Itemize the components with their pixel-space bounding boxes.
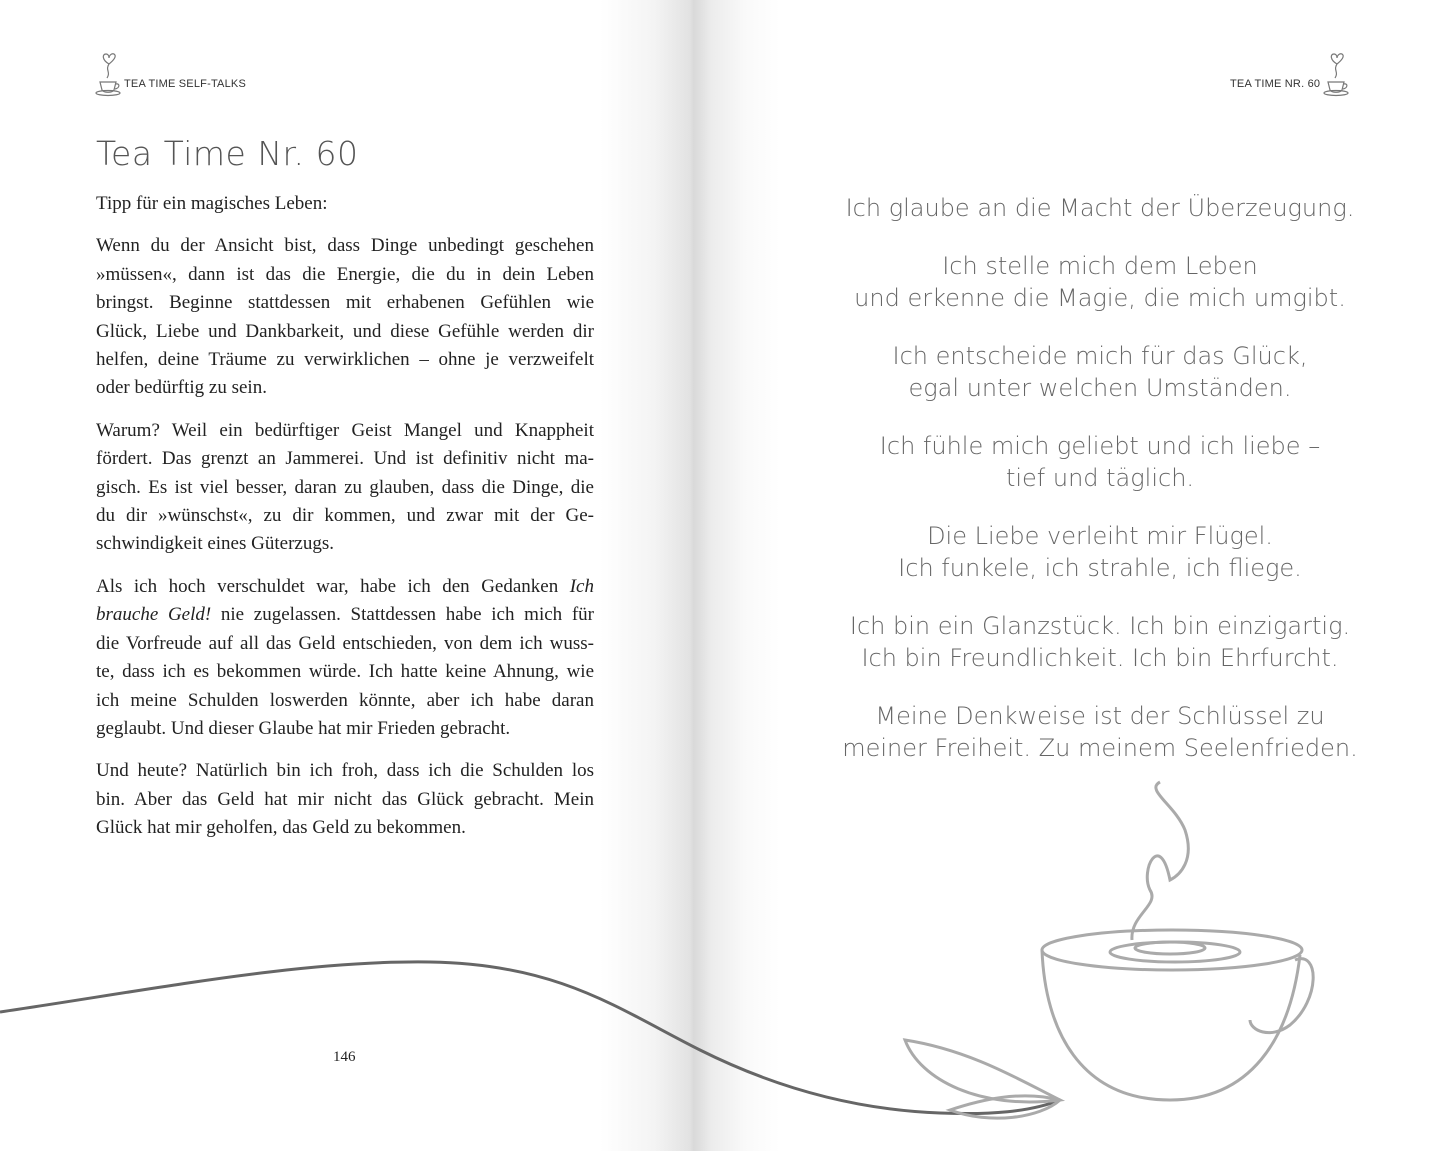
affirmation-stanza <box>820 700 1380 764</box>
text-segment: nie zugelassen. Stattdessen habe ich mich für <box>211 604 594 626</box>
text-line: »müssen«, dann ist das die Energie, die du in dein Leben <box>96 263 594 285</box>
text-line: Warum? Weil ein bedürftiger Geist Mangel und Knappheit <box>96 419 594 441</box>
teacup-logo-icon <box>94 50 124 98</box>
affirmation-line: Ich entscheide mich für das Glück, <box>892 342 1308 370</box>
paragraph <box>96 417 594 559</box>
affirmation-stanza <box>820 430 1380 494</box>
text-line: bin. Aber das Geld hat mir nicht das Glück gebracht. Mein <box>96 788 594 810</box>
text-line: Glück, Liebe und Dankbarkeit, und diese Gefühle werden dir <box>96 320 594 342</box>
text-line: schwindigkeit eines Güterzugs. <box>96 533 334 555</box>
affirmation-line: Ich fühle mich geliebt und ich liebe – <box>879 432 1321 460</box>
affirmation-line: egal unter welchen Umständen. <box>908 374 1292 402</box>
affirmation-stanza <box>820 610 1380 674</box>
affirmations <box>820 192 1380 790</box>
affirmation-stanza <box>820 340 1380 404</box>
teacup-logo-icon <box>1322 50 1352 98</box>
affirmation-line: tief und täglich. <box>1005 464 1195 492</box>
text-line: ich meine Schulden loswerden könnte, aber ich habe daran <box>96 689 594 711</box>
affirmation-stanza <box>820 250 1380 314</box>
text-line <box>96 601 594 629</box>
page-number: 146 <box>333 1049 356 1065</box>
text-line <box>96 573 594 601</box>
paragraph <box>96 573 594 743</box>
affirmation-stanza <box>820 192 1380 224</box>
italic-phrase: Ich <box>569 575 594 597</box>
chapter-title: Tea Time Nr. 60 <box>96 134 359 173</box>
body-text <box>96 190 594 857</box>
affirmation-line: Ich glaube an die Macht der Überzeugung. <box>845 194 1355 222</box>
text-segment: Als ich hoch verschuldet war, habe ich den Gedanken <box>96 575 570 597</box>
paragraph <box>96 757 594 842</box>
affirmation-line: und erkenne die Magie, die mich umgibt. <box>854 284 1346 312</box>
italic-phrase: brauche Geld! <box>96 604 212 626</box>
affirmation-line: Ich funkele, ich strahle, ich fliege. <box>898 554 1302 582</box>
affirmation-line: Ich bin ein Glanzstück. Ich bin einzigartig. <box>849 612 1351 640</box>
wave-line <box>0 962 1060 1114</box>
text-line: geglaubt. Und dieser Glaube hat mir Frieden gebracht. <box>96 717 511 739</box>
text-line: bringst. Beginne stattdessen mit erhabenen Gefühlen wie <box>96 292 594 314</box>
text-line: Wenn du der Ansicht bist, dass Dinge unbedingt geschehen <box>96 235 594 257</box>
paragraph <box>96 190 594 218</box>
text-line: du dir »wünschst«, zu dir kommen, und zwar mit der Ge- <box>96 505 594 527</box>
text-line: gisch. Es ist viel besser, daran zu glauben, dass die Dinge, die <box>96 476 594 498</box>
affirmation-line: meiner Freiheit. Zu meinem Seelenfrieden. <box>842 734 1358 762</box>
text-line: fördert. Das grenzt an Jammerei. Und ist definitiv nicht ma- <box>96 448 594 470</box>
affirmation-line: Ich bin Freundlichkeit. Ich bin Ehrfurcht. <box>861 644 1339 672</box>
text-line: Und heute? Natürlich bin ich froh, dass ich die Schulden los <box>96 760 594 782</box>
text-line: Glück hat mir geholfen, das Geld zu bekommen. <box>96 817 466 839</box>
running-head-right: TEA TIME NR. 60 <box>1230 78 1321 90</box>
affirmation-stanza <box>820 520 1380 584</box>
text-line: helfen, deine Träume zu verwirklichen – ohne je verzweifelt <box>96 349 594 371</box>
affirmation-line: Ich stelle mich dem Leben <box>942 252 1258 280</box>
text-line: Tipp für ein magisches Leben: <box>96 193 328 214</box>
affirmation-line: Die Liebe verleiht mir Flügel. <box>927 522 1273 550</box>
text-line: die Vorfreude auf all das Geld entschieden, von dem ich wuss- <box>96 632 594 654</box>
teacup-drawing-icon <box>905 782 1313 1118</box>
text-line: te, dass ich es bekommen würde. Ich hatte keine Ahnung, wie <box>96 661 594 683</box>
paragraph <box>96 232 594 402</box>
text-line: oder bedürftig zu sein. <box>96 377 267 399</box>
affirmation-line: Meine Denkweise ist der Schlüssel zu <box>875 702 1325 730</box>
running-head-left: TEA TIME SELF-TALKS <box>124 78 246 90</box>
